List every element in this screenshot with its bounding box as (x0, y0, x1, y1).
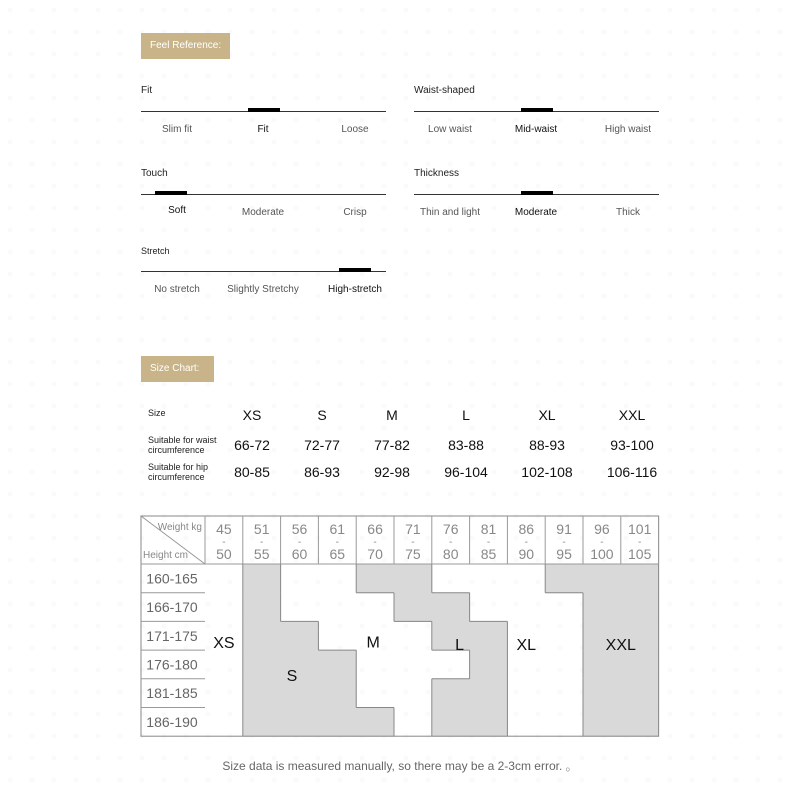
height-header: Height cm (143, 550, 189, 561)
size-region-label: XXL (605, 637, 636, 655)
weight-range-top: 76 (442, 521, 459, 537)
size-cell-shaded (621, 679, 659, 708)
size-cell-shaded (432, 679, 470, 708)
feel-reference-tag: Feel Reference: (141, 33, 230, 59)
size-row-value: L (462, 407, 470, 423)
size-cell-shaded (243, 679, 281, 708)
size-cell-shaded (621, 593, 659, 622)
feel-title-0: Fit (141, 85, 153, 96)
feel-option: Mid-waist (514, 124, 558, 135)
weight-range-dash: - (335, 537, 339, 548)
weight-range-top: 101 (628, 521, 652, 537)
size-cell-shaded (356, 708, 394, 737)
size-row-value: 93-100 (610, 437, 654, 453)
feel-option: Slightly Stretchy (227, 284, 299, 295)
feel-option: Crisp (343, 207, 367, 218)
weight-range-bottom: 85 (480, 546, 497, 562)
weight-range-bottom: 50 (216, 546, 232, 562)
size-row-value: M (386, 407, 398, 423)
size-cell-shaded (470, 679, 508, 708)
weight-range-bottom: 80 (442, 546, 459, 562)
size-cell-shaded (243, 564, 281, 593)
feel-option: High-stretch (328, 284, 382, 295)
weight-range-top: 96 (594, 521, 610, 537)
size-cell-shaded (621, 650, 659, 679)
feel-option: Thick (616, 207, 640, 218)
weight-range-dash: - (373, 537, 377, 548)
feel-title-4: Stretch (141, 246, 170, 256)
size-cell-shaded (356, 564, 394, 593)
size-row-value: 96-104 (444, 464, 488, 480)
size-cell-shaded (621, 564, 659, 593)
feel-option: Loose (341, 124, 369, 135)
weight-range-dash: - (486, 537, 491, 548)
size-row-value: 83-88 (448, 437, 484, 453)
weight-range-top: 56 (291, 521, 308, 537)
size-cell-shaded (243, 708, 281, 737)
weight-range-bottom: 105 (628, 546, 652, 562)
feel-option: Low waist (428, 124, 472, 135)
height-range-label: 181-185 (146, 685, 198, 702)
size-row-value: XS (242, 407, 262, 423)
size-cell-shaded (583, 708, 621, 737)
weight-range-dash: - (222, 537, 226, 548)
weight-range-top: 71 (405, 521, 421, 537)
size-cell-shaded (432, 593, 470, 622)
weight-range-bottom: 55 (253, 546, 270, 562)
weight-range-bottom: 60 (291, 546, 308, 562)
weight-range-bottom: 70 (367, 546, 383, 562)
size-cell-shaded (470, 650, 508, 679)
feel-option: Thin and light (419, 207, 481, 218)
height-range-label: 176-180 (146, 656, 198, 673)
size-row-value: 92-98 (374, 464, 410, 480)
height-range-label: 171-175 (146, 627, 198, 644)
size-cell-shaded (318, 708, 356, 737)
size-row-label: Suitable for hip circumference (148, 462, 209, 482)
size-row-value: 80-85 (234, 464, 270, 480)
size-row-value: 86-93 (304, 464, 340, 480)
size-cell-shaded (583, 650, 621, 679)
weight-range-top: 81 (480, 521, 497, 537)
weight-range-top: 66 (367, 521, 383, 537)
size-cell-shaded (470, 708, 508, 737)
feel-option: No stretch (154, 284, 200, 295)
weight-range-top: 45 (216, 521, 232, 537)
size-row-value: 88-93 (529, 437, 565, 453)
size-chart-tag: Size Chart: (141, 356, 214, 382)
size-cell-shaded (470, 621, 508, 650)
height-range-label: 186-190 (146, 713, 198, 730)
size-cell-shaded (394, 564, 432, 593)
size-row-value: 106-116 (606, 464, 658, 480)
size-region-label: XL (516, 637, 537, 655)
weight-range-dash: - (260, 537, 264, 548)
size-cell-shaded (394, 593, 432, 622)
size-cell-shaded (432, 708, 470, 737)
feel-title-1: Waist-shaped (414, 85, 475, 96)
size-cell-shaded (545, 564, 583, 593)
size-row-value: 66-72 (234, 437, 270, 453)
weight-range-top: 86 (518, 521, 535, 537)
weight-range-dash: - (562, 537, 566, 548)
size-cell-shaded (583, 564, 621, 593)
size-row-value: XL (538, 407, 556, 423)
feel-title-3: Thickness (414, 168, 460, 179)
size-region-label: M (366, 634, 380, 652)
weight-range-top: 61 (329, 521, 346, 537)
height-range-label: 166-170 (146, 599, 198, 616)
size-region-label: XS (213, 635, 235, 653)
weight-range-bottom: 100 (590, 546, 614, 562)
size-cell-shaded (281, 621, 319, 650)
size-row-value: 102-108 (521, 464, 573, 480)
feel-title-2: Touch (141, 168, 168, 179)
size-row-value: 72-77 (304, 437, 340, 453)
size-row-label: Suitable for waist circumference (148, 435, 217, 455)
size-cell-shaded (583, 593, 621, 622)
weight-range-bottom: 75 (405, 546, 421, 562)
size-cell-shaded (243, 621, 281, 650)
weight-range-bottom: 90 (518, 546, 535, 562)
feel-option: Fit (257, 124, 269, 135)
height-range-label: 160-165 (146, 570, 198, 587)
size-row-value: 77-82 (374, 437, 410, 453)
weight-range-dash: - (524, 537, 528, 548)
weight-range-dash: - (600, 537, 604, 548)
weight-range-bottom: 65 (329, 546, 346, 562)
feel-option: Moderate (241, 207, 285, 218)
weight-range-dash: - (411, 537, 415, 548)
size-cell-shaded (583, 679, 621, 708)
size-row-value: S (317, 407, 327, 423)
weight-range-dash: - (449, 537, 453, 548)
weight-range-bottom: 95 (556, 546, 572, 562)
size-region-label: S (286, 667, 298, 685)
weight-range-top: 51 (253, 521, 270, 537)
size-row-value: XXL (618, 407, 646, 423)
weight-range-dash: - (638, 537, 642, 548)
feel-option: High waist (604, 124, 652, 135)
feel-option: Moderate (514, 207, 558, 218)
size-row-label: Size (148, 408, 166, 418)
weight-range-dash: - (297, 537, 302, 548)
size-region-label: L (455, 637, 465, 655)
size-cell-shaded (318, 650, 356, 679)
feel-option: Slim fit (162, 124, 192, 135)
measurement-note: Size data is measured manually, so there may be a 2-3cm error. 。 (222, 759, 578, 773)
size-cell-shaded (318, 679, 356, 708)
weight-header: Weight kg (157, 522, 202, 533)
feel-option: Soft (168, 205, 186, 216)
size-cell-shaded (243, 593, 281, 622)
size-cell-shaded (621, 708, 659, 737)
size-cell-shaded (243, 650, 281, 679)
weight-range-top: 91 (556, 521, 572, 537)
size-cell-shaded (432, 621, 470, 650)
size-cell-shaded (281, 708, 319, 737)
